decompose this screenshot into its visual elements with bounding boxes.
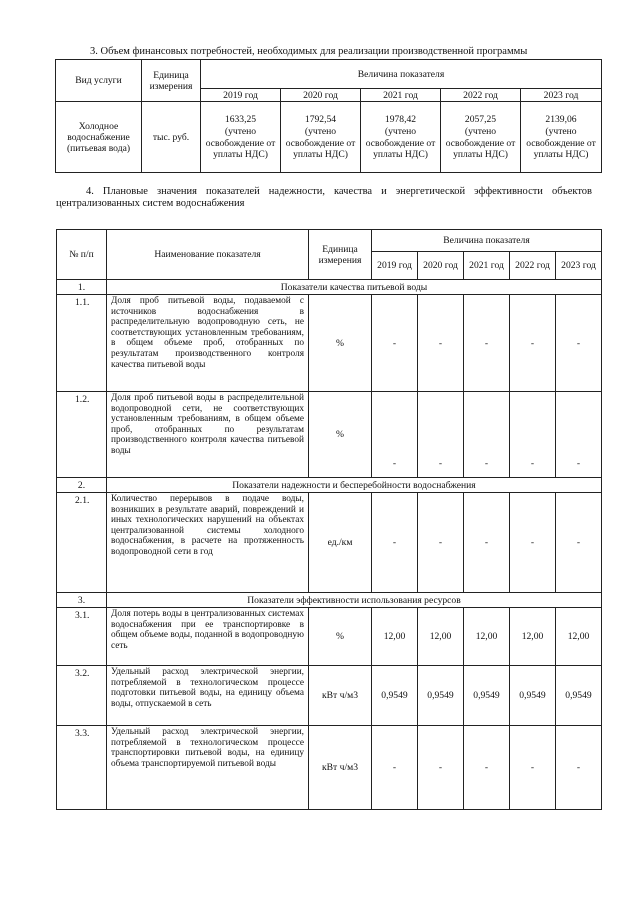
row-num: 1.1. [57, 295, 107, 392]
value-cell: - [372, 392, 418, 478]
row-num: 1.2. [57, 392, 107, 478]
section-4-title: 4. Плановые значения показателей надежности, качества и энергетической эффективности объектов централизованных систем водоснабжения [56, 186, 592, 209]
value-cell: - [556, 493, 602, 593]
header-year: 2023 год [521, 89, 602, 102]
header-year: 2019 год [372, 252, 418, 280]
value-note: (учтено освобождение от уплаты НДС) [365, 125, 436, 161]
indicator-name: Доля потерь воды в централизованных системах водоснабжения при ее транспортировке в общем объеме воды, поданной в водопроводную сеть [107, 608, 309, 666]
value-cell: - [372, 493, 418, 593]
header-year: 2020 год [281, 89, 361, 102]
value-number: 2139,06 [545, 114, 577, 126]
unit-cell: ед./км [309, 493, 372, 593]
unit-cell: % [309, 295, 372, 392]
header-year: 2023 год [556, 252, 602, 280]
header-name: Наименование показателя [107, 230, 309, 280]
section-row [57, 280, 602, 295]
section-num: 1. [57, 280, 107, 295]
value-note: (учтено освобождение от уплаты НДС) [526, 125, 596, 161]
table-row [57, 392, 602, 478]
value-cell: 12,00 [464, 608, 510, 666]
value-number: 1633,25 [224, 114, 257, 126]
header-value: Величина показателя [372, 230, 602, 252]
section-3-title: 3. Объем финансовых потребностей, необходимых для реализации производственной программы [90, 46, 528, 57]
header-year: 2020 год [418, 252, 464, 280]
unit-cell: % [309, 392, 372, 478]
header-year: 2019 год [201, 89, 281, 102]
table-row [57, 295, 602, 392]
section-title: Показатели качества питьевой воды [107, 280, 602, 295]
header-num: № п/п [57, 230, 107, 280]
header-year: 2021 год [464, 252, 510, 280]
value-cell: - [510, 493, 556, 593]
indicator-name: Удельный расход электрической энергии, потребляемой в технологическом процессе подготовки питьевой воды, на единицу объема воды, отпускаемой в сеть [107, 666, 309, 726]
value-cell: 12,00 [510, 608, 556, 666]
section-title: Показатели надежности и бесперебойности водоснабжения [107, 478, 602, 493]
indicator-name: Доля проб питьевой воды в распределительной водопроводной сети, не соответствующих установленным требованиям, в общем объеме проб, отобранных по результатам производственного контроля качества питьевой воды [107, 392, 309, 478]
value-cell: - [510, 392, 556, 478]
value-cell: 12,00 [372, 608, 418, 666]
header-year: 2022 год [510, 252, 556, 280]
unit-cell: кВт ч/м3 [309, 726, 372, 810]
section-row [57, 593, 602, 608]
value-cell: 0,9549 [372, 666, 418, 726]
table-row [57, 666, 602, 726]
section-num: 3. [57, 593, 107, 608]
unit-cell: кВт ч/м3 [309, 666, 372, 726]
value-cell [521, 102, 602, 173]
value-note: (учтено освобождение от уплаты НДС) [445, 125, 516, 161]
value-number: 1792,54 [304, 114, 337, 126]
value-cell: - [556, 726, 602, 810]
indicators-table [56, 229, 602, 810]
value-cell: - [556, 392, 602, 478]
financial-needs-table [55, 59, 602, 173]
value-cell: - [510, 295, 556, 392]
header-unit: Единица измерения [309, 230, 372, 280]
table-row [56, 102, 602, 173]
section-row [57, 478, 602, 493]
section-title: Показатели эффективности использования ресурсов [107, 593, 602, 608]
row-num: 3.3. [57, 726, 107, 810]
value-number: 1978,42 [384, 114, 417, 126]
unit-cell: % [309, 608, 372, 666]
value-cell [201, 102, 281, 173]
table-row [57, 726, 602, 810]
value-note: (учтено освобождение от уплаты НДС) [205, 125, 276, 161]
header-value: Величина показателя [201, 60, 602, 89]
unit-cell: тыс. руб. [142, 102, 201, 173]
value-cell: - [464, 295, 510, 392]
header-unit: Единица измерения [142, 60, 201, 102]
value-cell: - [372, 295, 418, 392]
section-num: 2. [57, 478, 107, 493]
value-number: 2057,25 [464, 114, 497, 126]
value-cell: - [418, 493, 464, 593]
row-num: 3.2. [57, 666, 107, 726]
indicator-name: Доля проб питьевой воды, подаваемой с источников водоснабжения в распределительную водопроводную сеть, не соответствующих установленным требованиям, в общем объеме проб, отобранных по результатам производственного контроля качества питьевой воды [107, 295, 309, 392]
value-cell: - [556, 295, 602, 392]
value-cell [441, 102, 521, 173]
value-cell: - [418, 392, 464, 478]
value-cell: 12,00 [418, 608, 464, 666]
indicator-name: Удельный расход электрической энергии, потребляемой в технологическом процессе транспортировки питьевой воды, на единицу объема транспортируемой питьевой воды [107, 726, 309, 810]
header-year: 2021 год [361, 89, 441, 102]
value-cell: - [510, 726, 556, 810]
indicator-name: Количество перерывов в подаче воды, возникших в результате аварий, повреждений и иных технологических нарушений на объектах централизованной системы холодного водоснабжения, в расчете на протяженность водопроводной сети в год [107, 493, 309, 593]
value-cell: 0,9549 [418, 666, 464, 726]
service-name: Холодное водоснабжение (питьевая вода) [56, 102, 142, 173]
row-num: 2.1. [57, 493, 107, 593]
value-cell: - [372, 726, 418, 810]
value-cell: - [464, 493, 510, 593]
table-row [57, 493, 602, 593]
value-cell: - [418, 726, 464, 810]
value-note: (учтено освобождение от уплаты НДС) [285, 125, 356, 161]
value-cell: - [464, 392, 510, 478]
header-year: 2022 год [441, 89, 521, 102]
header-service: Вид услуги [56, 60, 142, 102]
value-cell: 12,00 [556, 608, 602, 666]
row-num: 3.1. [57, 608, 107, 666]
value-cell [281, 102, 361, 173]
value-cell: 0,9549 [556, 666, 602, 726]
value-cell: 0,9549 [464, 666, 510, 726]
value-cell: 0,9549 [510, 666, 556, 726]
value-cell [361, 102, 441, 173]
value-cell: - [464, 726, 510, 810]
value-cell: - [418, 295, 464, 392]
table-row [57, 608, 602, 666]
